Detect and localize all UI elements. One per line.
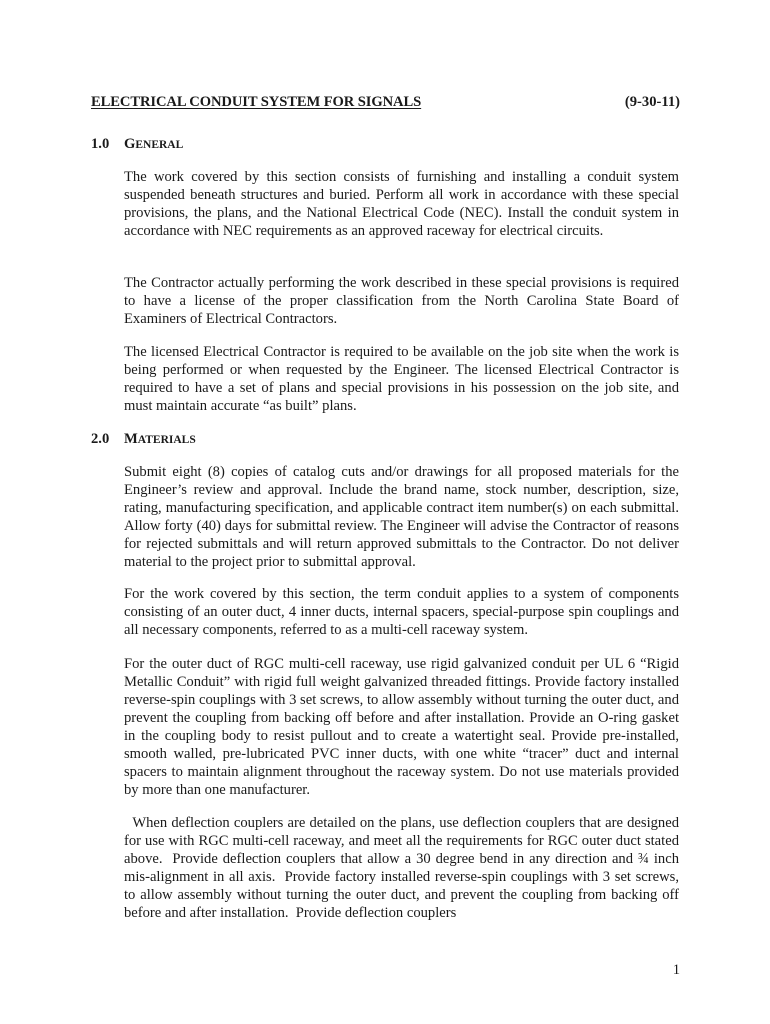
page-number: 1	[672, 962, 680, 978]
section-title-initial: G	[124, 136, 136, 152]
document-title: ELECTRICAL CONDUIT SYSTEM FOR SIGNALS	[91, 94, 422, 110]
header-row	[91, 93, 680, 111]
paragraph: The Contractor actually performing the work described in these special provisions is required to have a license of the proper classification from the North Carolina State Board of Examiners of Electrical Contractors.	[124, 275, 679, 327]
paragraph: For the work covered by this section, the term conduit applies to a system of components consisting of an outer duct, 4 inner ducts, internal spacers, special-purpose spin couplings and all necessary components, referred to as a multi-cell raceway system.	[124, 586, 679, 638]
paragraph: For the outer duct of RGC multi-cell raceway, use rigid galvanized conduit per UL 6 “Rigid Metallic Conduit” with rigid full weight galvanized threaded fittings. Provide factory installed reverse-spin couplings with 3 set screws, to allow assembly without turning the outer duct, and prevent the coupling from backing off before and after installation. Provide an O-ring gasket in the coupling body to resist pullout and to create a watertight seal. Provide pre-installed, smooth walled, pre-lubricated PVC inner ducts, with one white “tracer” duct and internal spacers to maintain alignment throughout the raceway system. Do not use materials provided by more than one manufacturer.	[124, 656, 679, 798]
paragraph: The work covered by this section consists of furnishing and installing a conduit system suspended beneath structures and buried. Perform all work in accordance with these special provisions, the plans, and the National Electrical Code (NEC). Install the conduit system in accordance with NEC requirements as an approved raceway for electrical circuits.	[124, 169, 679, 239]
section-heading-materials	[91, 430, 196, 448]
paragraph: When deflection couplers are detailed on the plans, use deflection couplers that are designed for use with RGC multi-cell raceway, and meet all the requirements for RGC outer duct stated above. Provide deflection couplers that allow a 30 degree bend in any direction and ¾ inch mis-alignment in all axis. Provide factory installed reverse-spin couplings with 3 set screws, to allow assembly without turning the outer duct, and prevent the coupling from backing off before and after installation. Provide deflection couplers	[124, 815, 683, 921]
section-title-rest: ENERAL	[135, 139, 184, 151]
section-number: 2.0	[91, 431, 110, 447]
section-title-rest: ATERIALS	[137, 434, 196, 446]
paragraph: Submit eight (8) copies of catalog cuts and/or drawings for all proposed materials for the Engineer’s review and approval. Include the brand name, stock number, description, size, rating, manufacturing specification, and applicable contract item number(s) on each submittal. Allow forty (40) days for submittal review. The Engineer will advise the Contractor of reasons for rejected submittals and will return approved submittals to the Contractor. Do not deliver material to the project prior to submittal approval.	[124, 464, 679, 570]
section-title-initial: M	[124, 431, 138, 447]
paragraph: The licensed Electrical Contractor is required to be available on the job site when the work is being performed or when requested by the Engineer. The licensed Electrical Contractor is required to have a set of plans and special provisions in his possession on the job site, and must maintain accurate “as built” plans.	[124, 344, 679, 414]
section-heading-general	[91, 135, 183, 153]
revision-date: (9-30-11)	[624, 94, 680, 110]
section-number: 1.0	[91, 136, 110, 152]
